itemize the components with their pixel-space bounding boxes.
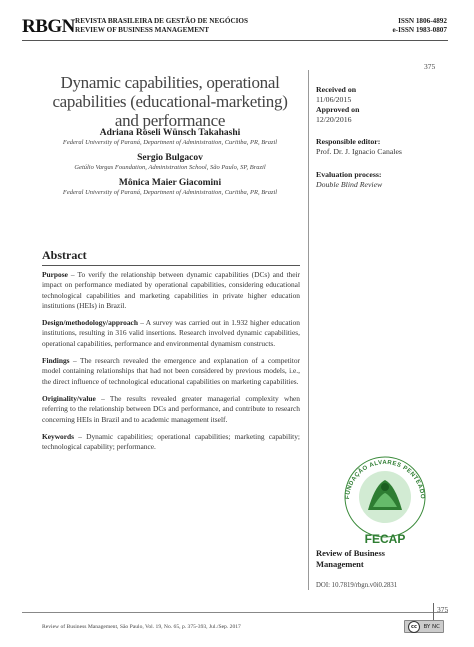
abstract-text: – A survey was carried out in 1.932 higher education institutions, resulting in 316 valid insertions. Research involved dynamic capabilities, operational capabilities, performance and environmental dynamism constructs.: [42, 318, 300, 348]
abstract-text: – The results revealed greater managerial complexity when referring to the relationship between DCs and performance, and contribute to research concerning HEIs in Brazil and to academic management itself.: [42, 393, 300, 424]
abstract-text: – To verify the relationship between dynamic capabilities (DCs) and their impact on performance mediated by operational capabilities, considering educational technological capabilities and marketing capabilities in private higher education institutions (HEIs) in Brazil.: [42, 270, 300, 310]
abstract-label: Originality/value: [42, 393, 96, 403]
approved-label: Approved on: [316, 105, 360, 114]
abstract-label: Purpose: [42, 270, 68, 279]
received-label: Received on: [316, 85, 357, 94]
editor-block: [316, 137, 451, 157]
author-list: [40, 128, 300, 197]
author-name: Mônica Maier Giacomini: [118, 178, 222, 188]
page-number-top: 375: [424, 62, 436, 71]
abstract-keywords: [42, 432, 300, 453]
issn: ISSN 1806-4892: [398, 17, 447, 25]
editor-name: Prof. Dr. J. Ignacio Canales: [316, 147, 402, 156]
journal-name-sidebar: Review of Business Management: [316, 548, 385, 569]
fecap-logo-icon: [340, 455, 430, 545]
abstract-label: Keywords: [42, 431, 75, 441]
abstract-label: Findings: [42, 356, 70, 366]
page-number-bottom: 375: [437, 605, 449, 614]
abstract-text: – The research revealed the emergence and explanation of a competitor model containing relationships that had not been considered by previous models, i.e., the direct influence of technological educational capabilities on marketing capabilities.: [42, 356, 300, 386]
sidebar-divider: [308, 70, 309, 590]
article-title: Dynamic capabilities, operational capabilities (educational-marketing) and performance: [52, 73, 288, 130]
abstract-design: [42, 318, 300, 349]
approved-date: 12/20/2016: [316, 115, 352, 124]
footer-rule: [22, 612, 448, 613]
abstract-purpose: [42, 270, 300, 311]
citation-line: Review of Business Management, São Paulo, Vol. 19, No. 65, p. 375-393, Jul./Sep. 2017: [42, 624, 241, 630]
abstract-heading: Abstract: [42, 248, 87, 262]
journal-name-english: REVIEW OF BUSINESS MANAGEMENT: [75, 26, 209, 34]
abstract-rule: [42, 265, 300, 266]
evaluation-value: Double Blind Review: [316, 180, 383, 189]
abstract-findings: [42, 356, 300, 387]
abstract-originality: [42, 394, 300, 425]
abstract-label: Design/methodology/approach: [42, 318, 138, 328]
author-affiliation: Federal University of Paraná, Department of Administration, Curitiba, PR, Brazil: [62, 139, 278, 146]
cc-icon: cc: [408, 621, 420, 633]
fecap-ring-text: FUNDAÇÃO ALVARES PENTEADO: [344, 459, 426, 500]
e-issn: e-ISSN 1983-0807: [392, 26, 447, 34]
creative-commons-badge[interactable]: [404, 620, 444, 633]
author-name: Adriana Roseli Wünsch Takahashi: [99, 128, 241, 138]
received-date: 11/06/2015: [316, 95, 352, 104]
journal-logo: RBGN: [22, 16, 75, 37]
abstract-body: [42, 270, 300, 459]
doi-link[interactable]: DOI: 10.7819/rbgn.v0i0.2831: [316, 582, 398, 589]
author-affiliation: Getúlio Vargas Foundation, Administration School, São Paulo, SP, Brazil: [74, 164, 266, 171]
evaluation-block: [316, 170, 451, 190]
journal-name-portuguese: REVISTA BRASILEIRA DE GESTÃO DE NEGÓCIOS: [75, 17, 249, 25]
header-rule: [22, 40, 448, 41]
received-block: [316, 85, 451, 125]
license-attribution-icons: BY NC: [423, 623, 440, 630]
abstract-text: – Dynamic capabilities; operational capabilities; marketing capability; technological capability; performance.: [42, 431, 300, 452]
author-name: Sergio Bulgacov: [137, 153, 203, 163]
evaluation-label: Evaluation process:: [316, 170, 382, 179]
editor-label: Responsible editor:: [316, 137, 381, 146]
fecap-logo-text: FECAP: [364, 532, 406, 545]
author-affiliation: Federal University of Paraná, Department of Administration, Curitiba, PR, Brazil: [62, 189, 278, 196]
